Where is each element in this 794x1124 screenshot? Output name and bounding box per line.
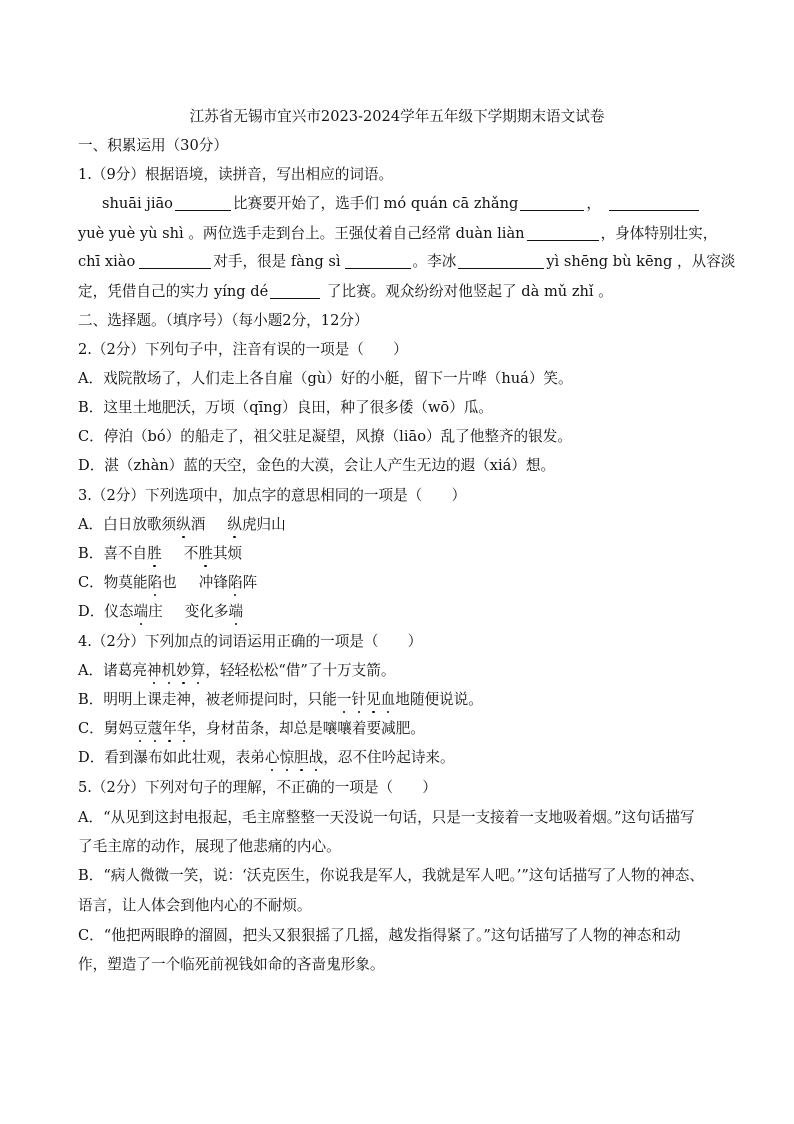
- dotted-character: 心: [264, 749, 280, 766]
- dotted-idiom: [337, 691, 395, 708]
- pinyin-text: shuāi jiāo: [102, 195, 173, 212]
- answer-blank[interactable]: [609, 196, 699, 211]
- question-1-line-4: [78, 282, 722, 302]
- option-text: A．白日放歌须: [78, 516, 177, 533]
- question-4-option-a[interactable]: [78, 661, 722, 681]
- passage-text: 比赛要开始了，选手们 mó quán cā zhǎng: [232, 195, 519, 212]
- dotted-character: 纵: [227, 516, 242, 533]
- question-2-option-b[interactable]: B．这里土地肥沃，万顷（qīng）良田，种了很多倭（wō）瓜。: [78, 399, 494, 416]
- question-2-option-d[interactable]: D．湛（zhàn）蓝的天空，金色的大漠，会让人产生无边的遐（xiá）想。: [78, 457, 556, 474]
- dotted-character: 神: [146, 662, 162, 679]
- option-text: B．喜不自: [78, 545, 148, 562]
- question-5-option-c-line-2[interactable]: 作，塑造了一个临死前视钱如命的吝啬鬼形象。: [78, 956, 385, 973]
- question-2-stem: 2.（2分）下列句子中，注音有误的一项是（ ）: [78, 341, 408, 358]
- question-1-line-3: [78, 252, 736, 272]
- dotted-character: 算: [190, 662, 206, 679]
- question-1-stem: 1.（9分）根据语境，读拼音，写出相应的词语。: [78, 166, 394, 183]
- question-1-line-1: [102, 194, 722, 214]
- dotted-character: 陷: [227, 574, 243, 591]
- dotted-character: 针: [351, 691, 367, 708]
- answer-blank[interactable]: [458, 254, 544, 269]
- dotted-character: 端: [133, 603, 149, 620]
- option-text: 也: [162, 574, 177, 591]
- dotted-character: 年: [162, 720, 177, 737]
- question-3-option-a[interactable]: [78, 515, 722, 535]
- dotted-idiom: [133, 720, 191, 737]
- answer-blank[interactable]: [527, 226, 599, 241]
- dotted-character: 蔻: [147, 720, 163, 737]
- question-5-option-a-line-1[interactable]: A．“从见到这封电报起，毛主席整整一天没说一句话，只是一支接着一支地吸着烟。”这句话描写: [78, 809, 695, 826]
- passage-text: yuè yuè yù shì 。两位选手走到台上。王强仗着自己经常 duàn liàn: [78, 225, 525, 242]
- passage-text: 定，凭借自己的实力 yíng dé: [78, 283, 269, 300]
- passage-text: ，: [586, 195, 601, 212]
- dotted-character: 陷: [147, 574, 163, 591]
- passage-text: 了比赛。观众纷纷对他竖起了 dà mǔ zhǐ 。: [322, 283, 613, 300]
- answer-blank[interactable]: [345, 254, 411, 269]
- answer-blank[interactable]: [270, 284, 320, 299]
- question-4-option-b[interactable]: [78, 690, 722, 710]
- dotted-character: 机: [161, 662, 177, 679]
- option-text: 冲锋: [198, 574, 228, 591]
- question-4-stem: 4.（2分）下列加点的词语运用正确的一项是（ ）: [78, 633, 423, 650]
- option-text: ，轻轻松松“借”了十万支箭。: [205, 662, 396, 679]
- option-text: 酒: [190, 516, 206, 533]
- question-2-option-a[interactable]: A．戏院散场了，人们走上各自雇（gù）好的小艇，留下一片哗（huá）笑。: [78, 370, 573, 387]
- option-text: C．舅妈: [78, 720, 133, 737]
- dotted-character: 血: [380, 691, 396, 708]
- question-3-option-b[interactable]: [78, 544, 722, 564]
- passage-text: 对手，很是 fàng sì: [213, 253, 341, 270]
- dotted-idiom: [265, 749, 323, 766]
- option-text: D．看到瀑布如此壮观，表弟: [78, 749, 265, 766]
- pinyin-text: chī xiào: [78, 253, 136, 270]
- option-text: 庄: [148, 603, 163, 620]
- question-1-line-2: [78, 224, 722, 244]
- answer-blank[interactable]: [175, 196, 231, 211]
- option-text: 虎归山: [241, 516, 286, 533]
- question-5-option-b-line-2[interactable]: 语言，让人体会到他内心的不耐烦。: [78, 897, 312, 914]
- question-2-option-c[interactable]: C．停泊（bó）的船走了，祖父驻足凝望，风撩（liāo）乱了他整齐的银发。: [78, 428, 572, 445]
- question-3-option-c[interactable]: [78, 573, 722, 593]
- dotted-character: 战: [308, 749, 324, 766]
- pinyin-text: yì shēng bù kēng ，从容淡: [546, 253, 736, 270]
- dotted-character: 见: [366, 691, 381, 708]
- option-text: 其烦: [212, 545, 243, 562]
- dotted-character: 端: [228, 603, 244, 620]
- dotted-character: 纵: [176, 516, 191, 533]
- dotted-character: 胜: [147, 545, 162, 562]
- option-text: 阵: [242, 574, 258, 591]
- passage-text: ，身体特别壮实，: [600, 225, 718, 242]
- option-text: ，身材苗条，却总是嚷嚷着要减肥。: [191, 720, 425, 737]
- dotted-character: 一: [336, 691, 352, 708]
- question-3-option-d[interactable]: [78, 602, 722, 622]
- section-2-heading: 二、选择题。（填序号）（每小题2分，12分）: [78, 312, 369, 329]
- option-text: 地随便说说。: [395, 691, 483, 708]
- question-4-option-d[interactable]: [78, 748, 722, 768]
- question-5-option-b-line-1[interactable]: B．“病人微微一笑，说：‘沃克医生，你说我是军人，我就是军人吧。’”这句话描写了人物的神态、: [78, 867, 704, 884]
- option-text: ，忍不住吟起诗来。: [323, 749, 455, 766]
- dotted-character: 华: [176, 720, 192, 737]
- question-5-stem: 5.（2分）下列对句子的理解，不正确的一项是（ ）: [78, 779, 437, 796]
- section-1-heading: 一、积累运用（30分）: [78, 137, 228, 154]
- option-text: 变化多: [184, 603, 229, 620]
- dotted-character: 胜: [198, 545, 213, 562]
- option-text: C．物莫能: [78, 574, 148, 591]
- option-text: A．诸葛亮: [78, 662, 147, 679]
- dotted-character: 豆: [132, 720, 148, 737]
- option-text: D．仪态: [78, 603, 134, 620]
- passage-text: 。李冰: [412, 253, 457, 270]
- question-5-option-a-line-2[interactable]: 了毛主席的动作，展现了他悲痛的内心。: [78, 838, 341, 855]
- dotted-idiom: [147, 662, 205, 679]
- question-3-stem: 3.（2分）下列选项中，加点字的意思相同的一项是（ ）: [78, 487, 467, 504]
- option-text: B．明明上课走神，被老师提问时，只能: [78, 691, 337, 708]
- question-5-option-c-line-1[interactable]: C．“他把两眼睁的溜圆，把头又狠狠摇了几摇，越发指得紧了。”这句话描写了人物的神态和动: [78, 927, 681, 944]
- option-text: 不: [183, 545, 199, 562]
- dotted-character: 胆: [294, 749, 309, 766]
- dotted-character: 惊: [279, 749, 295, 766]
- answer-blank[interactable]: [520, 196, 584, 211]
- question-4-option-c[interactable]: [78, 719, 722, 739]
- dotted-character: 妙: [176, 662, 191, 679]
- answer-blank[interactable]: [139, 254, 211, 269]
- exam-title: 江苏省无锡市宜兴市2023-2024学年五年级下学期期末语文试卷: [189, 108, 605, 125]
